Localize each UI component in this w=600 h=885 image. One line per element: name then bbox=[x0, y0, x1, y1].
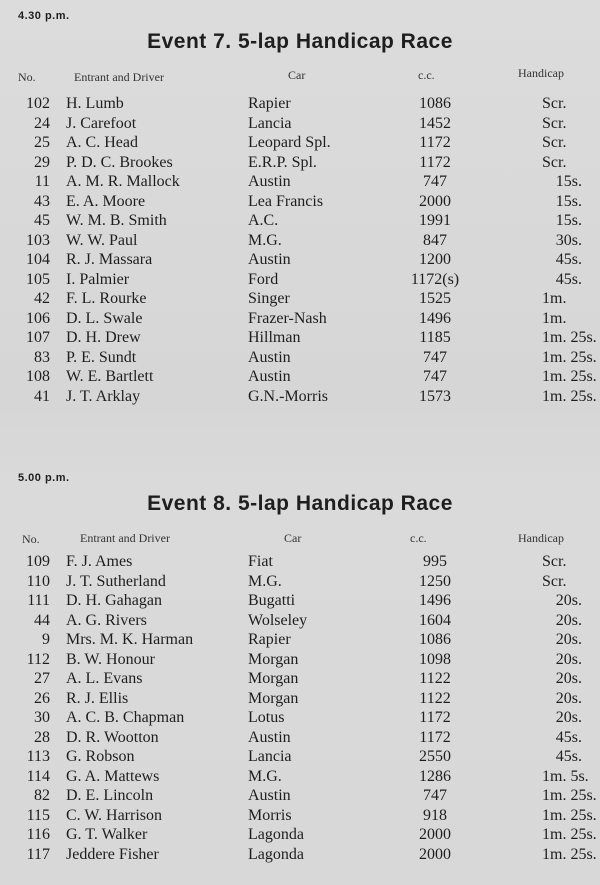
entry-car: Ford bbox=[248, 270, 279, 288]
entry-number: 104 bbox=[26, 251, 50, 268]
event-8-header-driver: Entrant and Driver bbox=[80, 531, 170, 545]
handicap-value: 1m. 25s. bbox=[542, 387, 597, 405]
entry-car: Morgan bbox=[248, 689, 299, 707]
entry-handicap bbox=[464, 552, 600, 572]
handicap-value: 20s. bbox=[555, 592, 582, 609]
handicap-value: 15s. bbox=[555, 192, 582, 210]
entry-car: Morgan bbox=[248, 670, 299, 687]
entry-number: 11 bbox=[34, 173, 50, 190]
entry-cc: 1991 bbox=[419, 212, 451, 229]
entry-cc: 918 bbox=[423, 806, 447, 824]
entry-number: 26 bbox=[34, 689, 50, 707]
event-8-header-cc: c.c. bbox=[410, 531, 427, 545]
entry-cc: 1286 bbox=[419, 767, 451, 785]
entry-car: Hillman bbox=[248, 329, 301, 346]
entry-row bbox=[0, 806, 600, 826]
entry-row bbox=[0, 689, 600, 709]
entry-handicap bbox=[464, 94, 600, 114]
entry-handicap bbox=[464, 114, 600, 134]
entry-number: 30 bbox=[34, 709, 50, 726]
event-8-title: Event 8. 5-lap Handicap Race bbox=[147, 492, 453, 515]
handicap-value: Scr. bbox=[542, 153, 567, 171]
entry-number: 103 bbox=[26, 231, 50, 249]
entry-driver: D. H. Gahagan bbox=[66, 592, 162, 609]
entry-car: G.N.-Morris bbox=[248, 387, 328, 405]
entry-car: Austin bbox=[248, 787, 291, 804]
entry-row bbox=[0, 133, 600, 153]
entry-handicap bbox=[464, 309, 600, 329]
entry-handicap bbox=[464, 747, 600, 767]
entry-row bbox=[0, 367, 600, 387]
entry-car: Lancia bbox=[248, 114, 292, 132]
entry-number: 41 bbox=[34, 387, 50, 405]
entry-driver: A. M. R. Mallock bbox=[66, 173, 180, 190]
entry-car: Rapier bbox=[248, 631, 291, 648]
event-7-header-driver: Entrant and Driver bbox=[74, 70, 164, 84]
entry-row bbox=[0, 231, 600, 251]
entry-number: 106 bbox=[26, 309, 50, 327]
entry-handicap bbox=[464, 689, 600, 709]
entry-driver: E. A. Moore bbox=[66, 192, 146, 210]
entry-handicap bbox=[464, 250, 600, 270]
entry-cc: 2550 bbox=[419, 748, 451, 765]
entry-driver: P. E. Sundt bbox=[66, 348, 137, 366]
entry-row bbox=[0, 825, 600, 845]
entry-number: 25 bbox=[34, 134, 50, 151]
entry-car: A.C. bbox=[248, 212, 279, 229]
event-8-header-car: Car bbox=[284, 531, 302, 545]
entry-handicap bbox=[464, 708, 600, 728]
entry-row bbox=[0, 786, 600, 806]
handicap-value: Scr. bbox=[542, 572, 567, 590]
event-7-header-no: No. bbox=[18, 70, 36, 84]
entry-driver: D. R. Wootton bbox=[66, 728, 159, 746]
handicap-value: 45s. bbox=[555, 728, 582, 746]
event-7-entries-table bbox=[0, 94, 600, 406]
entry-handicap bbox=[464, 192, 600, 212]
entry-car: Lancia bbox=[248, 748, 292, 765]
entry-handicap bbox=[464, 211, 600, 231]
entry-car: M.G. bbox=[248, 231, 282, 249]
entry-handicap bbox=[464, 231, 600, 251]
entry-handicap bbox=[464, 133, 600, 153]
handicap-value: 20s. bbox=[555, 689, 582, 707]
entry-car: M.G. bbox=[248, 767, 282, 785]
entry-cc: 1573 bbox=[419, 387, 451, 405]
entry-handicap bbox=[464, 767, 600, 787]
entry-car: Fiat bbox=[248, 553, 273, 570]
handicap-value: 1m. 25s. bbox=[542, 826, 597, 843]
entry-row bbox=[0, 309, 600, 329]
entry-driver: J. T. Sutherland bbox=[66, 572, 166, 590]
handicap-value: 45s. bbox=[555, 270, 582, 288]
handicap-value: 1m. 25s. bbox=[542, 806, 597, 824]
entry-handicap bbox=[464, 630, 600, 650]
entry-driver: G. A. Mattews bbox=[66, 767, 160, 785]
entry-cc: 1086 bbox=[419, 631, 451, 648]
entry-cc: 847 bbox=[423, 231, 447, 249]
entry-cc: 995 bbox=[423, 553, 447, 570]
entry-cc: 1496 bbox=[419, 309, 451, 327]
handicap-value: 45s. bbox=[555, 251, 582, 268]
entry-driver: W. W. Paul bbox=[66, 231, 138, 249]
entry-car: Austin bbox=[248, 348, 291, 366]
entry-row bbox=[0, 114, 600, 134]
handicap-value: 1m. bbox=[542, 290, 567, 307]
entry-cc: 1525 bbox=[419, 290, 451, 307]
entry-car: Leopard Spl. bbox=[248, 134, 331, 151]
entry-number: 42 bbox=[34, 290, 50, 307]
entry-number: 114 bbox=[26, 767, 50, 785]
entry-handicap bbox=[464, 591, 600, 611]
entry-driver: W. E. Bartlett bbox=[66, 368, 154, 385]
handicap-value: 1m. 25s. bbox=[542, 845, 597, 863]
entry-car: Austin bbox=[248, 173, 291, 190]
entry-driver: A. G. Rivers bbox=[66, 611, 147, 629]
entry-driver: D. E. Lincoln bbox=[66, 787, 154, 804]
entry-driver: F. L. Rourke bbox=[66, 290, 147, 307]
entry-driver: H. Lumb bbox=[66, 95, 124, 112]
entry-number: 83 bbox=[34, 348, 50, 366]
entry-driver: J. Carefoot bbox=[66, 114, 137, 132]
entry-driver: A. C. Head bbox=[66, 134, 138, 151]
entry-row bbox=[0, 650, 600, 670]
entry-number: 44 bbox=[34, 611, 50, 629]
handicap-value: 45s. bbox=[555, 748, 582, 765]
event-8-header-no: No. bbox=[22, 532, 40, 546]
handicap-value: Scr. bbox=[542, 553, 567, 570]
entry-number: 27 bbox=[34, 670, 50, 687]
entry-driver: P. D. C. Brookes bbox=[66, 153, 173, 171]
entry-row bbox=[0, 387, 600, 407]
entry-handicap bbox=[464, 367, 600, 387]
entry-driver: C. W. Harrison bbox=[66, 806, 162, 824]
entry-number: 116 bbox=[26, 826, 50, 843]
entry-number: 115 bbox=[26, 806, 50, 824]
entry-row bbox=[0, 708, 600, 728]
entry-number: 108 bbox=[26, 368, 50, 385]
event-8-entries-table bbox=[0, 552, 600, 864]
entry-row bbox=[0, 630, 600, 650]
entry-driver: D. H. Drew bbox=[66, 329, 141, 346]
entry-car: Frazer-Nash bbox=[248, 309, 327, 327]
entry-cc: 2000 bbox=[419, 192, 451, 210]
entry-handicap bbox=[464, 172, 600, 192]
entry-row bbox=[0, 591, 600, 611]
entry-car: Rapier bbox=[248, 95, 291, 112]
entry-handicap bbox=[464, 153, 600, 173]
entry-cc: 1185 bbox=[419, 329, 451, 346]
handicap-value: 1m. 5s. bbox=[542, 767, 589, 785]
event-7-header-handicap: Handicap bbox=[518, 66, 564, 80]
event-8-header-handicap: Handicap bbox=[518, 531, 564, 545]
entry-number: 82 bbox=[34, 787, 50, 804]
handicap-value: Scr. bbox=[542, 114, 567, 132]
entry-driver: Jeddere Fisher bbox=[66, 845, 159, 863]
entry-cc: 1172 bbox=[419, 134, 451, 151]
entry-cc: 1496 bbox=[419, 592, 451, 609]
entry-cc: 747 bbox=[423, 348, 447, 366]
entry-number: 110 bbox=[26, 572, 50, 590]
entry-driver: Mrs. M. K. Harman bbox=[66, 631, 194, 648]
entry-car: Lea Francis bbox=[248, 192, 324, 210]
entry-number: 105 bbox=[26, 270, 50, 288]
entry-number: 107 bbox=[26, 329, 50, 346]
entry-car: Bugatti bbox=[248, 592, 296, 609]
entry-cc: 1172 bbox=[419, 728, 451, 746]
handicap-value: 1m. 25s. bbox=[542, 787, 597, 804]
entry-number: 29 bbox=[34, 153, 50, 171]
handicap-value: Scr. bbox=[542, 134, 567, 151]
entry-number: 117 bbox=[26, 845, 50, 863]
entry-driver: D. L. Swale bbox=[66, 309, 143, 327]
entry-cc: 2000 bbox=[419, 826, 451, 843]
entry-row bbox=[0, 552, 600, 572]
entry-car: Lagonda bbox=[248, 845, 304, 863]
entry-cc: 1172(s) bbox=[410, 270, 460, 288]
handicap-value: 1m. 25s. bbox=[542, 348, 597, 366]
entry-handicap bbox=[464, 845, 600, 865]
entry-row bbox=[0, 611, 600, 631]
entry-driver: F. J. Ames bbox=[66, 553, 133, 570]
entry-handicap bbox=[464, 572, 600, 592]
entry-row bbox=[0, 572, 600, 592]
entry-car: Lagonda bbox=[248, 826, 304, 843]
handicap-value: 20s. bbox=[555, 709, 582, 726]
entry-cc: 1452 bbox=[419, 114, 451, 132]
entry-driver: G. Robson bbox=[66, 748, 135, 765]
entry-row bbox=[0, 250, 600, 270]
handicap-value: Scr. bbox=[542, 95, 567, 112]
entry-cc: 2000 bbox=[419, 845, 451, 863]
entry-car: Austin bbox=[248, 368, 291, 385]
entry-cc: 1250 bbox=[419, 572, 451, 590]
handicap-value: 20s. bbox=[555, 670, 582, 687]
handicap-value: 1m. bbox=[542, 309, 567, 327]
entry-handicap bbox=[464, 728, 600, 748]
entry-row bbox=[0, 153, 600, 173]
entry-driver: W. M. B. Smith bbox=[66, 212, 167, 229]
entry-cc: 1086 bbox=[419, 95, 451, 112]
entry-car: E.R.P. Spl. bbox=[248, 153, 317, 171]
entry-handicap bbox=[464, 328, 600, 348]
entry-number: 43 bbox=[34, 192, 50, 210]
entry-handicap bbox=[464, 611, 600, 631]
handicap-value: 1m. 25s. bbox=[542, 329, 597, 346]
entry-driver: G. T. Walker bbox=[66, 826, 148, 843]
event-7-header-cc: c.c. bbox=[418, 68, 435, 82]
entry-car: Morris bbox=[248, 806, 292, 824]
entry-handicap bbox=[464, 270, 600, 290]
entry-row bbox=[0, 669, 600, 689]
entry-row bbox=[0, 94, 600, 114]
entry-row bbox=[0, 270, 600, 290]
entry-handicap bbox=[464, 348, 600, 368]
entry-cc: 1122 bbox=[419, 670, 451, 687]
handicap-value: 15s. bbox=[555, 173, 582, 190]
entry-number: 112 bbox=[26, 650, 50, 668]
entry-number: 111 bbox=[27, 592, 50, 609]
entry-row bbox=[0, 328, 600, 348]
entry-driver: A. L. Evans bbox=[66, 670, 143, 687]
entry-driver: R. J. Ellis bbox=[66, 689, 129, 707]
entry-driver: I. Palmier bbox=[66, 270, 130, 288]
entry-cc: 1172 bbox=[419, 709, 451, 726]
entry-number: 102 bbox=[26, 95, 50, 112]
entry-car: Singer bbox=[248, 290, 290, 307]
entry-number: 28 bbox=[34, 728, 50, 746]
entry-cc: 1200 bbox=[419, 251, 451, 268]
entry-cc: 1604 bbox=[419, 611, 451, 629]
entry-handicap bbox=[464, 806, 600, 826]
entry-row bbox=[0, 845, 600, 865]
entry-number: 9 bbox=[42, 631, 50, 648]
entry-handicap bbox=[464, 669, 600, 689]
entry-number: 113 bbox=[26, 748, 50, 765]
entry-row bbox=[0, 767, 600, 787]
entry-row bbox=[0, 192, 600, 212]
entry-car: Austin bbox=[248, 728, 291, 746]
entry-car: Austin bbox=[248, 251, 291, 268]
entry-row bbox=[0, 728, 600, 748]
event-7-title: Event 7. 5-lap Handicap Race bbox=[147, 30, 453, 53]
entry-handicap bbox=[464, 786, 600, 806]
entry-driver: R. J. Massara bbox=[66, 251, 153, 268]
handicap-value: 20s. bbox=[555, 611, 582, 629]
entry-handicap bbox=[464, 289, 600, 309]
handicap-value: 15s. bbox=[555, 212, 582, 229]
entry-row bbox=[0, 348, 600, 368]
handicap-value: 20s. bbox=[555, 650, 582, 668]
handicap-value: 20s. bbox=[555, 631, 582, 648]
entry-cc: 1172 bbox=[419, 153, 451, 171]
entry-row bbox=[0, 747, 600, 767]
entry-car: M.G. bbox=[248, 572, 282, 590]
entry-car: Lotus bbox=[248, 709, 285, 726]
event-8-time: 5.00 p.m. bbox=[18, 472, 70, 484]
event-7-time: 4.30 p.m. bbox=[18, 10, 70, 22]
entry-handicap bbox=[464, 825, 600, 845]
entry-driver: J. T. Arklay bbox=[66, 387, 141, 405]
entry-number: 45 bbox=[34, 212, 50, 229]
entry-driver: B. W. Honour bbox=[66, 650, 155, 668]
entry-row bbox=[0, 289, 600, 309]
entry-cc: 1122 bbox=[419, 689, 451, 707]
event-7-header-car: Car bbox=[288, 68, 306, 82]
entry-driver: A. C. B. Chapman bbox=[66, 709, 185, 726]
entry-row bbox=[0, 172, 600, 192]
entry-number: 24 bbox=[34, 114, 50, 132]
entry-handicap bbox=[464, 650, 600, 670]
entry-cc: 747 bbox=[423, 173, 447, 190]
handicap-value: 1m. 25s. bbox=[542, 368, 597, 385]
entry-number: 109 bbox=[26, 553, 50, 570]
handicap-value: 30s. bbox=[555, 231, 582, 249]
entry-car: Morgan bbox=[248, 650, 299, 668]
entry-car: Wolseley bbox=[248, 611, 308, 629]
entry-cc: 747 bbox=[423, 368, 447, 385]
entry-cc: 1098 bbox=[419, 650, 451, 668]
entry-handicap bbox=[464, 387, 600, 407]
entry-row bbox=[0, 211, 600, 231]
entry-cc: 747 bbox=[423, 787, 447, 804]
